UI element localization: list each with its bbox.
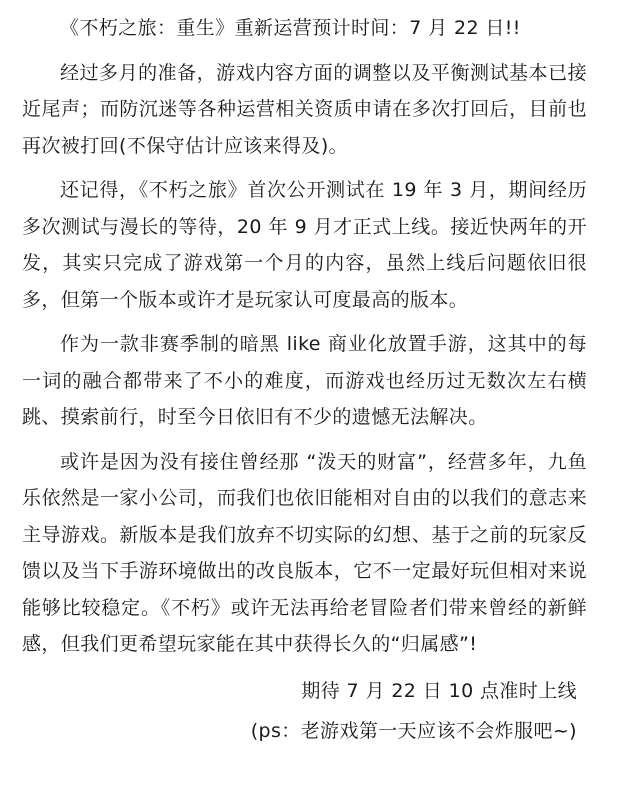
launch-signoff: 期待 7 月 22 日 10 点准时上线 [301,679,577,702]
paragraph-history: 还记得，《不朽之旅》首次公开测试在 19 年 3 月，期间经历多次测试与漫长的等待，20 年 9 月才正式上线。接近快两年的开发，其实只完成了游戏第一个月的内容，虽然上线后问题依旧很多，但第一个版本或许才是玩家认可度最高的版本。 [22,179,587,311]
announcement-title: 《不朽之旅：重生》重新运营预计时间：7 月 22 日!! [60,17,521,39]
paragraph-preparation: 经过多月的准备，游戏内容方面的调整以及平衡测试基本已接近尾声；而防沉迷等各种运营相关资质申请在多次打回后，目前也再次被打回(不保守估计应该来得及)。 [22,61,587,157]
paragraph-company: 或许是因为没有接住曾经那 “泼天的财富”，经营多年，九鱼乐依然是一家小公司，而我们也依旧能相对自由的以我们的意志来主导游戏。新版本是我们放弃不切实际的幻想、基于之前的玩家反馈以及当下手游环境做出的改良版本，它不一定最好玩但相对来说能够比较稳定。《不朽》或许无法再给老冒险者们带来曾经的新鲜感，但我们更希望玩家能在其中获得长久的“归属感”! [22,450,587,655]
postscript-note: (ps：老游戏第一天应该不会炸服吧~) [250,720,577,742]
paragraph-difficulty: 作为一款非赛季制的暗黑 like 商业化放置手游，这其中的每一词的融合都带来了不小的难度，而游戏也经历过无数次左右横跳、摸索前行，时至今日依旧有不少的遗憾无法解决。 [22,333,587,428]
